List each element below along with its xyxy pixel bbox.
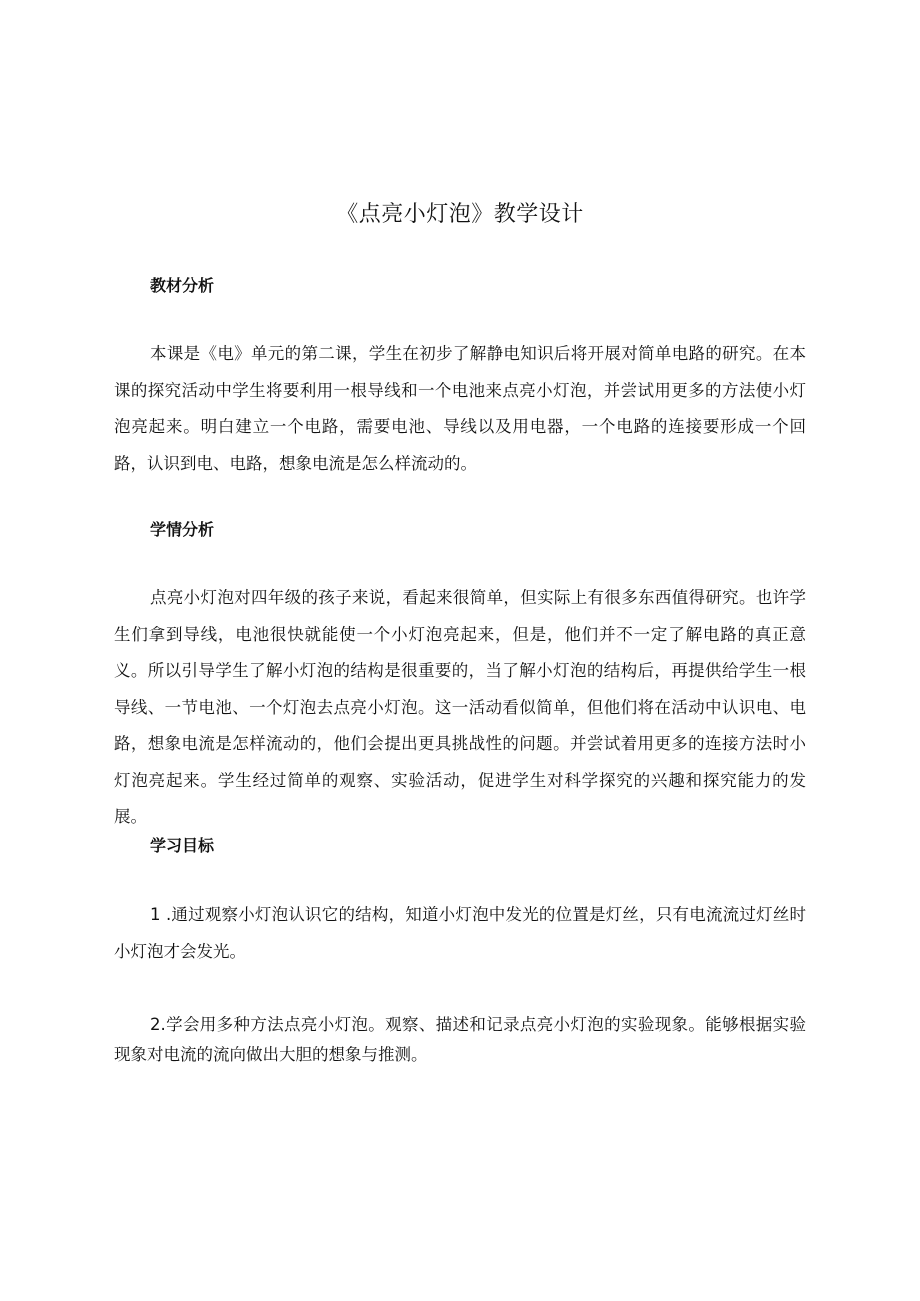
paragraph-textbook-analysis: 本课是《电》单元的第二课，学生在初步了解静电知识后将开展对简单电路的研究。在本课的探究活动中学生将要利用一根导线和一个电池来点亮小灯泡，并尝试用更多的方法使小灯泡亮起来。明白建立一个电路，需要电池、导线以及用电器，一个电路的连接要形成一个回路，认识到电、电路，想象电流是怎么样流动的。 <box>114 344 806 473</box>
objective-item-1: 1 .通过观察小灯泡认识它的结构，知道小灯泡中发光的位置是灯丝，只有电流流过灯丝时小灯泡才会发光。 <box>114 905 806 961</box>
section-heading-student-analysis: 学情分析 <box>150 520 215 539</box>
section-heading-textbook-analysis: 教材分析 <box>150 276 215 295</box>
document-title: 《点亮小灯泡》教学设计 <box>336 202 584 227</box>
section-heading-learning-objectives: 学习目标 <box>150 836 215 855</box>
objective-item-2: 2.学会用多种方法点亮小灯泡。观察、描述和记录点亮小灯泡的实验现象。能够根据实验现象对电流的流向做出大胆的想象与推测。 <box>114 1015 806 1064</box>
paragraph-student-analysis: 点亮小灯泡对四年级的孩子来说，看起来很简单，但实际上有很多东西值得研究。也许学生们拿到导线，电池很快就能使一个小灯泡亮起来，但是，他们并不一定了解电路的真正意义。所以引导学生了解小灯泡的结构是很重要的，当了解小灯泡的结构后，再提供给学生一根导线、一节电池、一个灯泡去点亮小灯泡。这一活动看似简单，但他们将在活动中认识电、电路，想象电流是怎样流动的，他们会提出更具挑战性的问题。并尝试着用更多的连接方法时小灯泡亮起来。学生经过简单的观察、实验活动，促进学生对科学探究的兴趣和探究能力的发展。 <box>114 588 806 826</box>
